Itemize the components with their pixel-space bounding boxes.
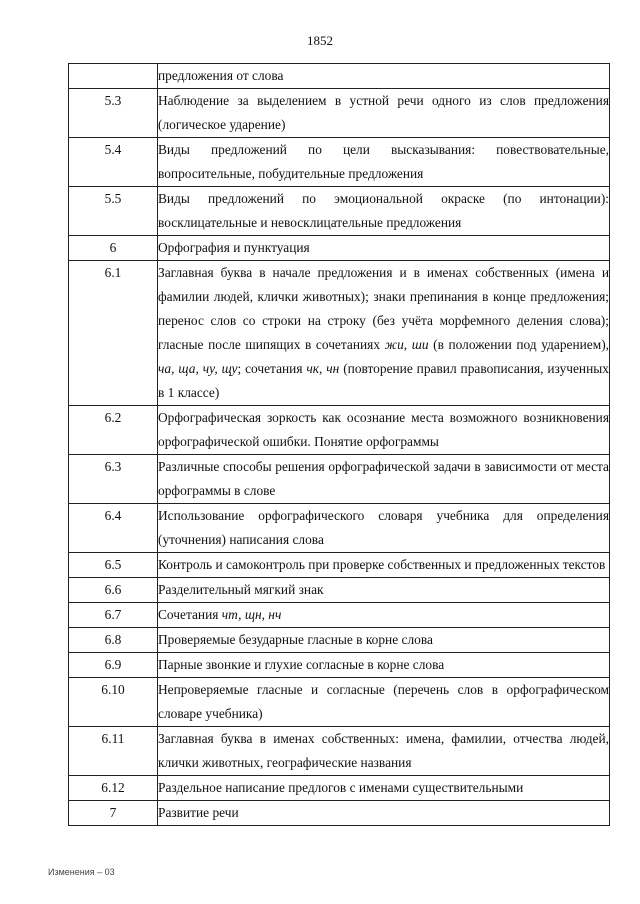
row-content (158, 578, 610, 603)
row-number: 6.7 (69, 603, 158, 628)
footer-revision-note: Изменения – 03 (48, 867, 115, 877)
content-text: Непроверяемые гласные и согласные (перечень слов в орфографическом словаре учебника) (158, 682, 609, 721)
table-row (69, 653, 610, 678)
content-text: ; сочетания (237, 361, 307, 376)
row-content (158, 187, 610, 236)
content-text: Виды предложений по эмоциональной окраске (по интонации): восклицательные и невосклицательные предложения (158, 191, 609, 230)
table-row (69, 504, 610, 553)
content-text: Заглавная буква в именах собственных: имена, фамилии, отчества людей, клички животных, географические названия (158, 731, 609, 770)
content-text: Наблюдение за выделением в устной речи одного из слов предложения (логическое ударение) (158, 93, 609, 132)
curriculum-table (68, 63, 610, 826)
content-text: Использование орфографического словаря учебника для определения (уточнения) написания слова (158, 508, 609, 547)
row-number: 7 (69, 801, 158, 826)
table-row (69, 553, 610, 578)
table-row (69, 89, 610, 138)
table-row (69, 187, 610, 236)
row-content (158, 64, 610, 89)
row-number: 6.2 (69, 406, 158, 455)
content-text: предложения от слова (158, 68, 284, 83)
content-text: Заглавная буква в начале предложения и в именах собственных (имена и фамилии людей, клички животных); знаки препинания в конце предложения; перенос слов со строки на строку (без учёта морфемного деления слова); гласные после шипящих в сочетаниях (158, 265, 609, 352)
row-content (158, 801, 610, 826)
table-row (69, 628, 610, 653)
content-text: Орфографическая зоркость как осознание места возможного возникновения орфографической ошибки. Понятие орфограммы (158, 410, 609, 449)
italic-term: чк, чн (306, 361, 340, 376)
row-number: 6.6 (69, 578, 158, 603)
row-content (158, 678, 610, 727)
content-text: Раздельное написание предлогов с именами существительными (158, 780, 524, 795)
row-number: 6.5 (69, 553, 158, 578)
row-content (158, 455, 610, 504)
row-number: 6.11 (69, 727, 158, 776)
page-number: 1852 (307, 33, 333, 48)
row-number: 5.3 (69, 89, 158, 138)
table-row (69, 406, 610, 455)
italic-term: ча, ща, чу, щу (158, 361, 238, 376)
row-content (158, 504, 610, 553)
content-text: (в положении под ударением), (428, 337, 610, 352)
row-number (69, 64, 158, 89)
table-row (69, 801, 610, 826)
row-number: 6.9 (69, 653, 158, 678)
row-number: 6.12 (69, 776, 158, 801)
row-number: 6.8 (69, 628, 158, 653)
row-number: 5.4 (69, 138, 158, 187)
row-number: 6.4 (69, 504, 158, 553)
table-row (69, 578, 610, 603)
content-text: Виды предложений по цели высказывания: повествовательные, вопросительные, побудительные предложения (158, 142, 609, 181)
content-text: Орфография и пунктуация (158, 240, 310, 255)
content-text: Парные звонкие и глухие согласные в корне слова (158, 657, 445, 672)
row-number: 6 (69, 236, 158, 261)
table-row (69, 64, 610, 89)
row-content (158, 261, 610, 406)
table-row (69, 727, 610, 776)
table-row (69, 236, 610, 261)
content-text: Развитие речи (158, 805, 239, 820)
table-row (69, 603, 610, 628)
row-content (158, 628, 610, 653)
row-number: 6.10 (69, 678, 158, 727)
row-content (158, 653, 610, 678)
table-row (69, 678, 610, 727)
content-text: (повторение правил правописания, изученных в 1 классе) (158, 361, 609, 400)
row-content (158, 603, 610, 628)
content-text: Контроль и самоконтроль при проверке собственных и предложенных текстов (158, 557, 606, 572)
row-content (158, 236, 610, 261)
table-row (69, 138, 610, 187)
row-content (158, 776, 610, 801)
row-number: 5.5 (69, 187, 158, 236)
row-content (158, 406, 610, 455)
row-content (158, 89, 610, 138)
table-row (69, 455, 610, 504)
table-body (69, 64, 610, 826)
italic-term: чт, щн, нч (221, 607, 282, 622)
content-text: Проверяемые безударные гласные в корне слова (158, 632, 433, 647)
content-text: Сочетания (158, 607, 222, 622)
table-row (69, 776, 610, 801)
row-content (158, 727, 610, 776)
table-row (69, 261, 610, 406)
row-content (158, 553, 610, 578)
content-text: Различные способы решения орфографической задачи в зависимости от места орфограммы в слове (158, 459, 609, 498)
content-text: Разделительный мягкий знак (158, 582, 324, 597)
row-content (158, 138, 610, 187)
italic-term: жи, ши (384, 337, 429, 352)
row-number: 6.3 (69, 455, 158, 504)
row-number: 6.1 (69, 261, 158, 406)
